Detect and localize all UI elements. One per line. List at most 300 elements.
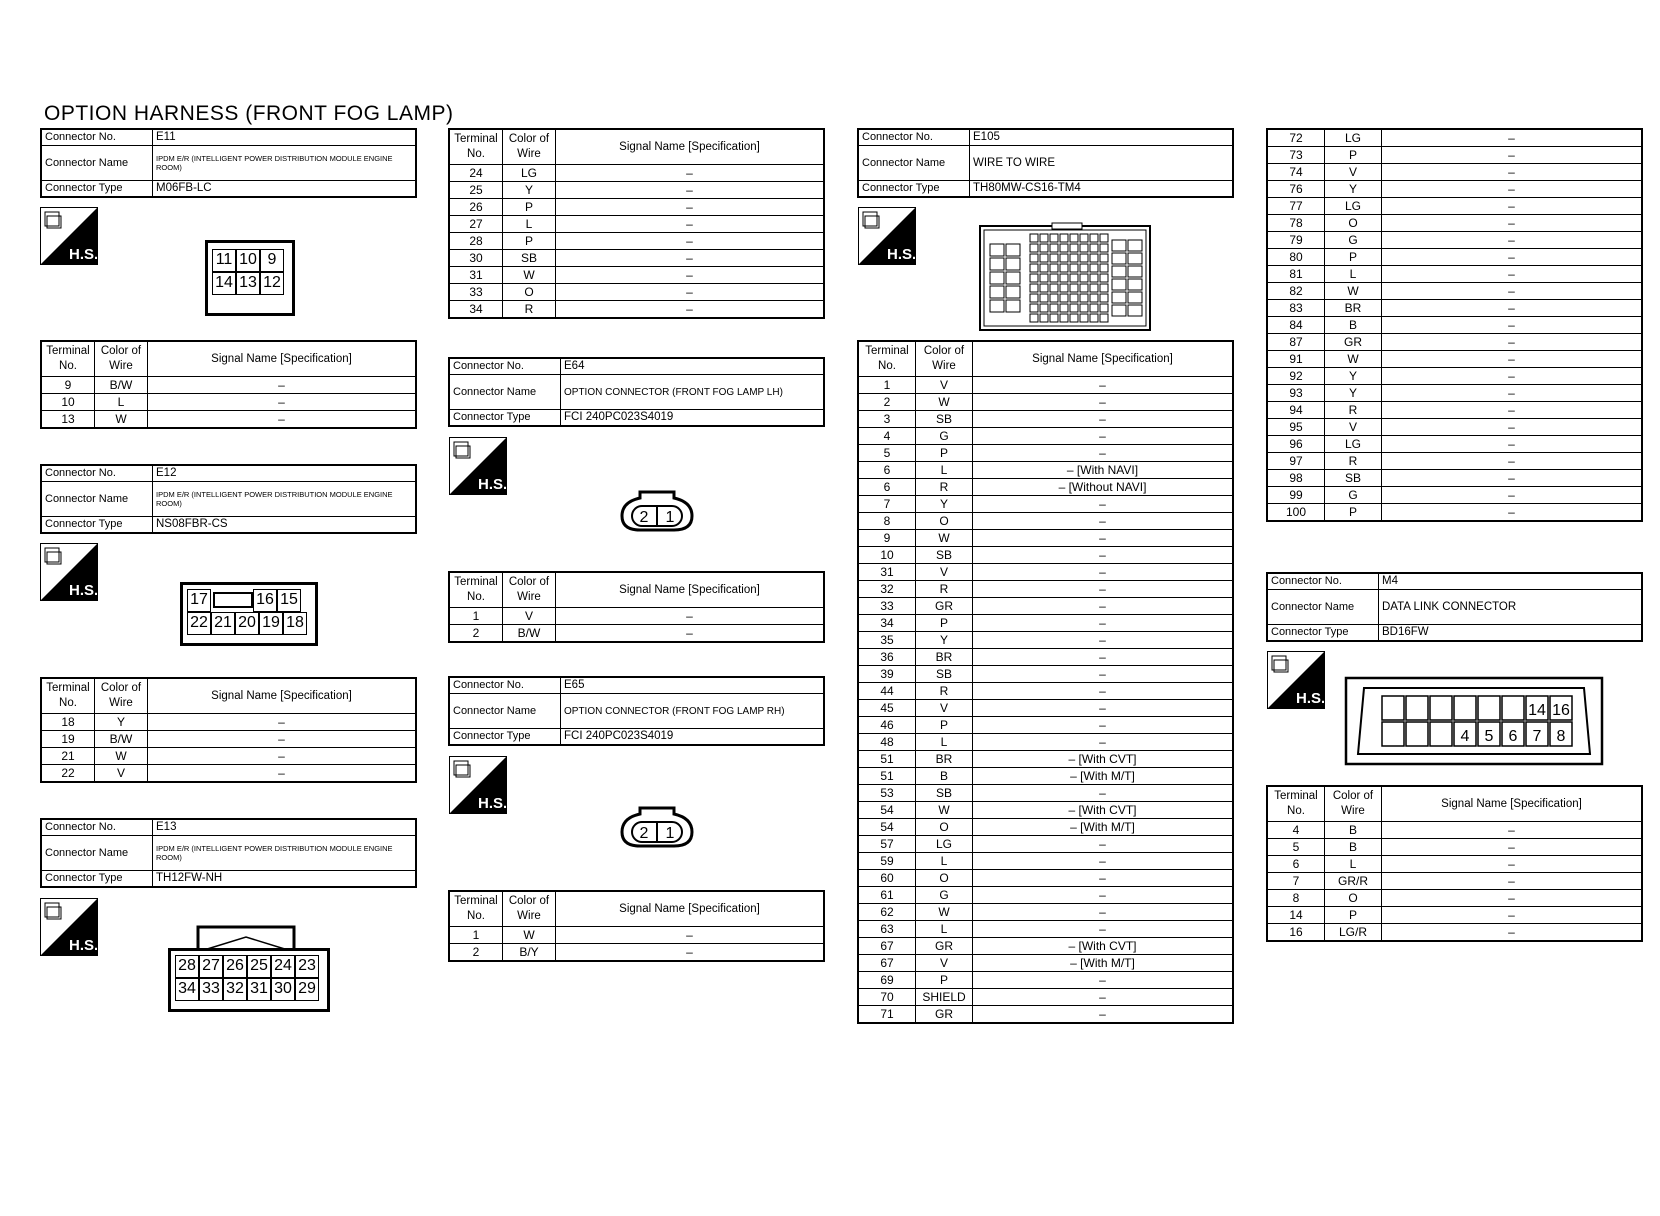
header-terminal-no: Terminal No.: [41, 678, 95, 714]
wire-color-cell: V: [916, 955, 973, 972]
signal-name-cell: –: [1382, 300, 1643, 317]
wire-color-cell: W: [916, 530, 973, 547]
terminal-no-cell: 53: [858, 785, 916, 802]
table-row: [1267, 385, 1642, 402]
table-row: [41, 714, 416, 731]
terminal-no-cell: 62: [858, 904, 916, 921]
pin-cavity: [1070, 264, 1078, 272]
terminal-no-cell: 7: [858, 496, 916, 513]
signal-name-cell: –: [1382, 504, 1643, 522]
pin-label: 10: [236, 249, 260, 272]
pin-cavity: [1112, 305, 1126, 316]
connector-info-m4: [1266, 572, 1643, 642]
terminal-no-cell: 10: [858, 547, 916, 564]
pin-label: 19: [259, 612, 283, 635]
connector-no-value: E11: [153, 129, 417, 146]
terminal-no-cell: 24: [449, 165, 503, 182]
e105-pin-grid: [990, 234, 1142, 322]
table-row: [858, 462, 1233, 479]
pin-cavity: [1128, 279, 1142, 290]
signal-name-cell: –: [973, 989, 1234, 1006]
hs-label: H.S.: [478, 795, 506, 812]
harness-side-icon: [449, 756, 507, 814]
pin-label: 20: [235, 612, 259, 635]
pin-label: 4: [1460, 728, 1470, 745]
signal-name-cell: –: [973, 717, 1234, 734]
table-row: [858, 394, 1233, 411]
wire-color-cell: SB: [916, 547, 973, 564]
wire-color-cell: P: [1325, 504, 1382, 522]
connector-no-value: M4: [1379, 573, 1643, 590]
wire-color-cell: GR: [1325, 334, 1382, 351]
pin-cavity: [1502, 696, 1524, 720]
terminal-no-cell: 91: [1267, 351, 1325, 368]
terminal-no-cell: 98: [1267, 470, 1325, 487]
signal-name-cell: –: [1382, 487, 1643, 504]
pin-cavity: [1040, 294, 1048, 302]
pin-cavity: [1100, 274, 1108, 282]
pin-label: 32: [223, 978, 247, 1001]
signal-name-cell: –: [148, 377, 417, 394]
table-row: [1267, 839, 1642, 856]
pin-cavity: [1090, 244, 1098, 252]
connector-name-value: DATA LINK CONNECTOR: [1379, 590, 1643, 625]
header-terminal-no: Terminal No.: [1267, 786, 1325, 822]
signal-name-cell: –: [973, 445, 1234, 462]
m4-pin-grid: [1382, 696, 1572, 746]
pin-cavity: [1100, 294, 1108, 302]
pin-cavity: [1050, 254, 1058, 262]
pin-cavity: [1040, 254, 1048, 262]
table-row: [1267, 924, 1642, 942]
wire-color-cell: W: [95, 748, 148, 765]
table-row: [858, 581, 1233, 598]
pin-cavity: [1080, 234, 1088, 242]
wire-color-cell: V: [1325, 164, 1382, 181]
signal-name-cell: –: [148, 394, 417, 411]
terminal-no-cell: 3: [858, 411, 916, 428]
connector-info-e65: [448, 676, 825, 746]
table-row: [858, 377, 1233, 394]
terminal-no-cell: 73: [1267, 147, 1325, 164]
terminal-no-cell: 13: [41, 411, 95, 429]
table-row: [858, 853, 1233, 870]
signal-name-cell: – [With M/T]: [973, 819, 1234, 836]
pin-cavity: [1112, 266, 1126, 277]
table-row: [41, 411, 416, 429]
table-row: [41, 394, 416, 411]
connector-type-value: FCI 240PC023S4019: [561, 410, 825, 427]
table-row: [449, 165, 824, 182]
pin-cavity: [990, 286, 1004, 298]
pin-label: 6: [1508, 728, 1518, 745]
signal-name-cell: –: [556, 233, 825, 250]
pin-cavity: [1070, 274, 1078, 282]
pin-cavity: [1100, 234, 1108, 242]
terminal-table-e12: [40, 677, 417, 783]
connector-no-value: E64: [561, 358, 825, 375]
wire-color-cell: R: [1325, 402, 1382, 419]
signal-name-cell: – [Without NAVI]: [973, 479, 1234, 496]
table-row: [449, 182, 824, 199]
wire-color-cell: O: [916, 513, 973, 530]
wire-color-cell: GR/R: [1325, 873, 1382, 890]
wire-color-cell: O: [1325, 215, 1382, 232]
pin-cavity: [1006, 286, 1020, 298]
table-row: [449, 625, 824, 643]
pin-cavity: [1070, 244, 1078, 252]
connector-name-value: OPTION CONNECTOR (FRONT FOG LAMP LH): [561, 375, 825, 410]
terminal-no-cell: 83: [1267, 300, 1325, 317]
label-connector-name: Connector Name: [41, 482, 153, 517]
terminal-no-cell: 9: [858, 530, 916, 547]
connector-no-value: E65: [561, 677, 825, 694]
terminal-no-cell: 21: [41, 748, 95, 765]
wire-color-cell: Y: [916, 496, 973, 513]
pin-cavity: [1430, 696, 1452, 720]
wire-color-cell: BR: [1325, 300, 1382, 317]
wire-color-cell: B: [1325, 839, 1382, 856]
pin-label: 1: [665, 509, 675, 526]
table-row: [449, 927, 824, 944]
terminal-no-cell: 61: [858, 887, 916, 904]
signal-name-cell: –: [1382, 283, 1643, 300]
wire-color-cell: P: [916, 717, 973, 734]
terminal-no-cell: 39: [858, 666, 916, 683]
terminal-no-cell: 22: [41, 765, 95, 783]
pin-label: 29: [295, 978, 319, 1001]
wire-color-cell: Y: [1325, 181, 1382, 198]
connector-name-value: OPTION CONNECTOR (FRONT FOG LAMP RH): [561, 694, 825, 729]
signal-name-cell: –: [1382, 351, 1643, 368]
wire-color-cell: LG: [1325, 129, 1382, 147]
wire-color-cell: Y: [95, 714, 148, 731]
wire-color-cell: SB: [916, 666, 973, 683]
terminal-no-cell: 32: [858, 581, 916, 598]
wire-color-cell: L: [503, 216, 556, 233]
terminal-no-cell: 82: [1267, 283, 1325, 300]
connector-info-e13: [40, 818, 417, 888]
pin-cavity: [1030, 274, 1038, 282]
pin-cavity: [1080, 274, 1088, 282]
connector-no-value: E105: [970, 129, 1234, 146]
header-terminal-no: Terminal No.: [41, 341, 95, 377]
signal-name-cell: –: [973, 513, 1234, 530]
pin-cavity: [1060, 314, 1068, 322]
table-row: [858, 649, 1233, 666]
wire-color-cell: L: [1325, 266, 1382, 283]
pin-cavity: [1070, 234, 1078, 242]
wire-color-cell: G: [1325, 232, 1382, 249]
wire-color-cell: P: [916, 445, 973, 462]
terminal-no-cell: 33: [858, 598, 916, 615]
wire-color-cell: G: [1325, 487, 1382, 504]
pin-label: 8: [1556, 728, 1566, 745]
signal-name-cell: –: [973, 530, 1234, 547]
pin-cavity: [1070, 294, 1078, 302]
signal-name-cell: –: [148, 765, 417, 783]
wire-color-cell: B/W: [95, 731, 148, 748]
signal-name-cell: –: [1382, 385, 1643, 402]
terminal-no-cell: 97: [1267, 453, 1325, 470]
wire-color-cell: P: [916, 972, 973, 989]
signal-name-cell: –: [1382, 215, 1643, 232]
pin-label: 16: [1552, 702, 1570, 719]
wire-color-cell: LG: [1325, 198, 1382, 215]
table-row: [41, 765, 416, 783]
table-row: [858, 887, 1233, 904]
table-row: [449, 301, 824, 319]
table-row: [1267, 351, 1642, 368]
terminal-no-cell: 14: [1267, 907, 1325, 924]
wire-color-cell: W: [503, 927, 556, 944]
terminal-no-cell: 27: [449, 216, 503, 233]
pin-cavity: [990, 300, 1004, 312]
table-row: [1267, 283, 1642, 300]
pin-label: 34: [175, 978, 199, 1001]
label-connector-type: Connector Type: [1267, 625, 1379, 642]
wire-color-cell: V: [916, 700, 973, 717]
header-signal-name: Signal Name [Specification]: [556, 891, 825, 927]
wire-color-cell: W: [916, 802, 973, 819]
pin-cavity: [990, 244, 1004, 256]
signal-name-cell: –: [1382, 402, 1643, 419]
pin-cavity: [1050, 274, 1058, 282]
table-row: [1267, 436, 1642, 453]
label-connector-type: Connector Type: [858, 181, 970, 198]
pin-cavity: [1080, 294, 1088, 302]
signal-name-cell: –: [1382, 453, 1643, 470]
wire-color-cell: Y: [916, 632, 973, 649]
terminal-no-cell: 6: [1267, 856, 1325, 873]
pin-cavity: [1478, 696, 1500, 720]
hs-label: H.S.: [887, 246, 915, 263]
table-row: [858, 683, 1233, 700]
table-row: [1267, 147, 1642, 164]
signal-name-cell: –: [973, 972, 1234, 989]
wire-color-cell: B: [1325, 317, 1382, 334]
wire-color-cell: O: [1325, 890, 1382, 907]
table-row: [858, 955, 1233, 972]
terminal-no-cell: 2: [449, 625, 503, 643]
table-row: [1267, 470, 1642, 487]
signal-name-cell: –: [556, 216, 825, 233]
table-row: [449, 944, 824, 962]
pin-label: 12: [260, 272, 284, 295]
connector-type-value: M06FB-LC: [153, 181, 417, 198]
terminal-no-cell: 67: [858, 955, 916, 972]
terminal-no-cell: 51: [858, 768, 916, 785]
signal-name-cell: –: [556, 608, 825, 625]
wire-color-cell: P: [1325, 249, 1382, 266]
header-signal-name: Signal Name [Specification]: [556, 129, 825, 165]
pin-cavity: [1090, 284, 1098, 292]
signal-name-cell: –: [1382, 317, 1643, 334]
signal-name-cell: –: [1382, 181, 1643, 198]
terminal-no-cell: 84: [1267, 317, 1325, 334]
wire-color-cell: P: [1325, 147, 1382, 164]
pin-cavity: [1050, 284, 1058, 292]
header-terminal-no: Terminal No.: [858, 341, 916, 377]
table-row: [449, 199, 824, 216]
pin-cavity: [1030, 314, 1038, 322]
pin-cavity: [1080, 304, 1088, 312]
table-row: [1267, 164, 1642, 181]
terminal-no-cell: 51: [858, 751, 916, 768]
terminal-table-e64: [448, 571, 825, 643]
signal-name-cell: –: [973, 870, 1234, 887]
terminal-no-cell: 9: [41, 377, 95, 394]
terminal-no-cell: 25: [449, 182, 503, 199]
table-row: [858, 700, 1233, 717]
label-connector-type: Connector Type: [41, 517, 153, 534]
table-row: [41, 377, 416, 394]
table-row: [858, 972, 1233, 989]
pin-cavity: [1030, 304, 1038, 312]
pin-cavity: [1006, 258, 1020, 270]
pin-cavity: [1050, 234, 1058, 242]
terminal-no-cell: 1: [449, 927, 503, 944]
terminal-no-cell: 81: [1267, 266, 1325, 283]
signal-name-cell: –: [973, 411, 1234, 428]
signal-name-cell: –: [1382, 232, 1643, 249]
pin-cavity: [1060, 294, 1068, 302]
connector-latch: [213, 592, 253, 608]
signal-name-cell: –: [556, 267, 825, 284]
pin-cavity: [1382, 722, 1404, 746]
pin-label: 25: [247, 955, 271, 978]
table-row: [449, 267, 824, 284]
table-row: [858, 989, 1233, 1006]
terminal-table-e105: [857, 340, 1234, 1024]
table-row: [1267, 198, 1642, 215]
table-row: [858, 734, 1233, 751]
pin-cavity: [1100, 264, 1108, 272]
signal-name-cell: –: [556, 301, 825, 319]
signal-name-cell: –: [1382, 839, 1643, 856]
header-signal-name: Signal Name [Specification]: [556, 572, 825, 608]
pin-cavity: [1100, 314, 1108, 322]
pin-cavity: [1090, 314, 1098, 322]
signal-name-cell: –: [556, 944, 825, 962]
pin-cavity: [1060, 284, 1068, 292]
hs-label: H.S.: [69, 246, 97, 263]
table-row: [858, 938, 1233, 955]
label-connector-type: Connector Type: [41, 181, 153, 198]
pin-label: 2: [639, 509, 649, 526]
wire-color-cell: L: [916, 921, 973, 938]
table-row: [1267, 504, 1642, 522]
signal-name-cell: –: [1382, 198, 1643, 215]
table-row: [858, 1006, 1233, 1024]
pin-label: 26: [223, 955, 247, 978]
terminal-no-cell: 60: [858, 870, 916, 887]
header-signal-name: Signal Name [Specification]: [148, 341, 417, 377]
terminal-no-cell: 16: [1267, 924, 1325, 942]
signal-name-cell: –: [973, 666, 1234, 683]
wire-color-cell: W: [916, 394, 973, 411]
wire-color-cell: G: [916, 428, 973, 445]
table-row: [858, 717, 1233, 734]
table-row: [1267, 453, 1642, 470]
wire-color-cell: W: [916, 904, 973, 921]
terminal-no-cell: 48: [858, 734, 916, 751]
wire-color-cell: R: [916, 581, 973, 598]
pin-cavity: [1090, 254, 1098, 262]
pin-cavity: [1406, 722, 1428, 746]
signal-name-cell: –: [973, 700, 1234, 717]
terminal-no-cell: 71: [858, 1006, 916, 1024]
header-signal-name: Signal Name [Specification]: [1382, 786, 1643, 822]
wire-color-cell: GR: [916, 1006, 973, 1024]
table-row: [858, 802, 1233, 819]
wire-color-cell: P: [503, 199, 556, 216]
connector-name-value: IPDM E/R (INTELLIGENT POWER DISTRIBUTION MODULE ENGINE ROOM): [153, 482, 417, 517]
wire-color-cell: BR: [916, 751, 973, 768]
table-row: [1267, 856, 1642, 873]
pin-label: 11: [212, 249, 236, 272]
terminal-no-cell: 77: [1267, 198, 1325, 215]
table-row: [858, 445, 1233, 462]
pin-cavity: [1030, 264, 1038, 272]
harness-side-icon: [40, 543, 98, 601]
terminal-no-cell: 4: [858, 428, 916, 445]
terminal-no-cell: 34: [858, 615, 916, 632]
connector-face-e13: [168, 948, 330, 1012]
terminal-no-cell: 99: [1267, 487, 1325, 504]
terminal-table-e11: [40, 340, 417, 429]
table-row: [858, 632, 1233, 649]
header-signal-name: Signal Name [Specification]: [973, 341, 1234, 377]
terminal-no-cell: 80: [1267, 249, 1325, 266]
connector-face-e65: [618, 800, 696, 850]
table-row: [858, 615, 1233, 632]
terminal-no-cell: 46: [858, 717, 916, 734]
connector-info-e64: [448, 357, 825, 427]
signal-name-cell: –: [973, 547, 1234, 564]
harness-side-icon: [40, 207, 98, 265]
pin-label: 16: [253, 589, 277, 612]
pin-cavity: [1070, 304, 1078, 312]
wire-color-cell: P: [503, 233, 556, 250]
connector-type-value: TH12FW-NH: [153, 871, 417, 888]
terminal-no-cell: 30: [449, 250, 503, 267]
table-row: [1267, 419, 1642, 436]
wire-color-cell: O: [503, 284, 556, 301]
wire-color-cell: O: [916, 870, 973, 887]
terminal-no-cell: 1: [449, 608, 503, 625]
label-connector-type: Connector Type: [449, 410, 561, 427]
signal-name-cell: – [With M/T]: [973, 768, 1234, 785]
terminal-no-cell: 19: [41, 731, 95, 748]
signal-name-cell: –: [556, 250, 825, 267]
terminal-no-cell: 8: [858, 513, 916, 530]
pin-label: 14: [212, 272, 236, 295]
pin-cavity: [1060, 264, 1068, 272]
wire-color-cell: LG: [1325, 436, 1382, 453]
signal-name-cell: –: [148, 731, 417, 748]
connector-name-value: IPDM E/R (INTELLIGENT POWER DISTRIBUTION MODULE ENGINE ROOM): [153, 146, 417, 181]
table-row: [858, 530, 1233, 547]
wire-color-cell: V: [916, 564, 973, 581]
connector-type-value: TH80MW-CS16-TM4: [970, 181, 1234, 198]
terminal-table-m4: [1266, 785, 1643, 942]
label-connector-no: Connector No.: [449, 677, 561, 694]
terminal-no-cell: 2: [858, 394, 916, 411]
wire-color-cell: BR: [916, 649, 973, 666]
pin-cavity: [1100, 254, 1108, 262]
signal-name-cell: –: [556, 199, 825, 216]
